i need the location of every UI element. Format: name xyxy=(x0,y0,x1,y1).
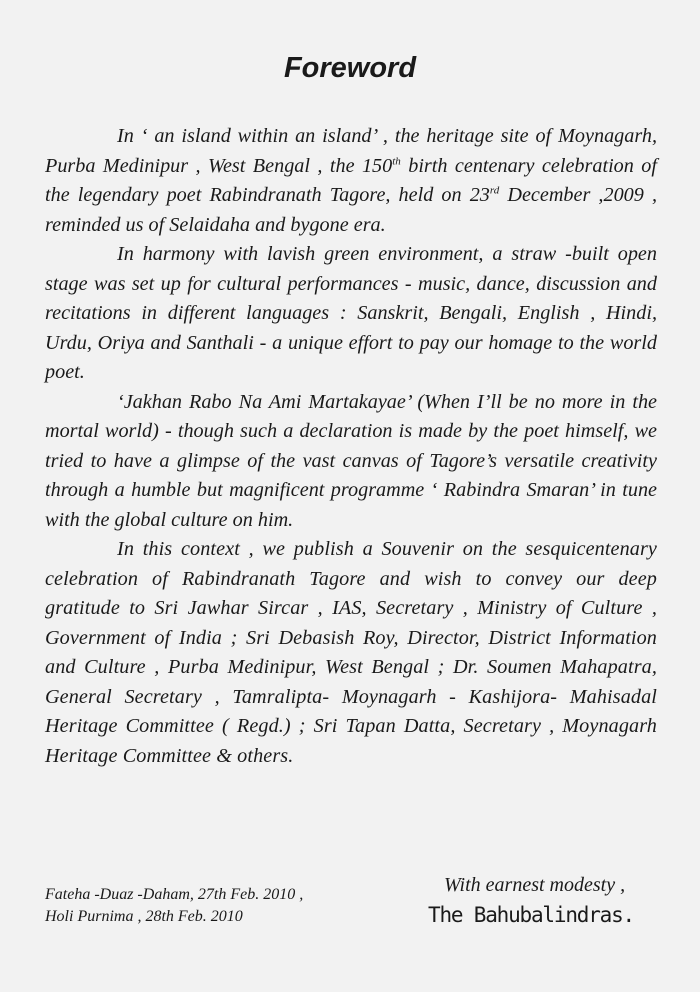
date-line-2: Holi Purnima , 28th Feb. 2010 xyxy=(45,908,243,925)
paragraph-4: In this context , we publish a Souvenir on the sesquicentenary celebration of Rabindranath Tagore and wish to convey our deep gratitude to Sri Jawhar Sircar , IAS, Secretary , Ministry of Culture , Government of India ; Sri Debasish Roy, Director, District Information and Culture , Purba Medinipur, West Bengal ; Dr. Soumen Mahapatra, General Secretary , Tamralipta- Moynagarh - Kashijora- Mahisadal Heritage Committee ( Regd.) ; Sri Tapan Datta, Secretary , Moynagarh Heritage Committee & others. xyxy=(45,538,657,767)
signature: The Bahubalindras. xyxy=(428,903,634,927)
paragraph-1-text-c: December ,2009 , reminded us of Selaidaha and bygone era. xyxy=(45,184,657,236)
date-line-1: Fateha -Duaz -Daham, 27th Feb. 2010 , xyxy=(45,886,304,903)
paragraph-2: In harmony with lavish green environment, a straw -built open stage was set up for cultural performances - music, dance, discussion and recitations in different languages : Sanskrit, Bengali, English , Hindi, Urdu, Oriya and Santhali - a unique effort to pay our homage to the world poet. xyxy=(45,243,657,383)
paragraph-1 xyxy=(45,122,657,240)
paragraph-1-text-b: birth centenary celebration of the legendary poet Rabindranath Tagore, held on 23 xyxy=(45,154,657,206)
foreword-body xyxy=(45,122,657,771)
paragraph-1-text-a: In ‘ an island within an island’ , the heritage site of Moynagarh, Purba Medinipur , West Bengal , the 150 xyxy=(45,125,657,177)
paragraph-3: ‘Jakhan Rabo Na Ami Martakayae’ (When I’ll be no more in the mortal world) - though such a declaration is made by the poet himself, we tried to have a glimpse of the vast canvas of Tagore’s versatile creativity through a humble but magnificent programme ‘ Rabindra Smaran’ in tune with the global culture on him. xyxy=(45,390,657,531)
ordinal-suffix: th xyxy=(392,154,401,167)
page-title: Foreword xyxy=(283,52,417,84)
ordinal-suffix: rd xyxy=(489,184,500,197)
closing-text: With earnest modesty , xyxy=(444,874,626,896)
date-block xyxy=(45,884,303,928)
